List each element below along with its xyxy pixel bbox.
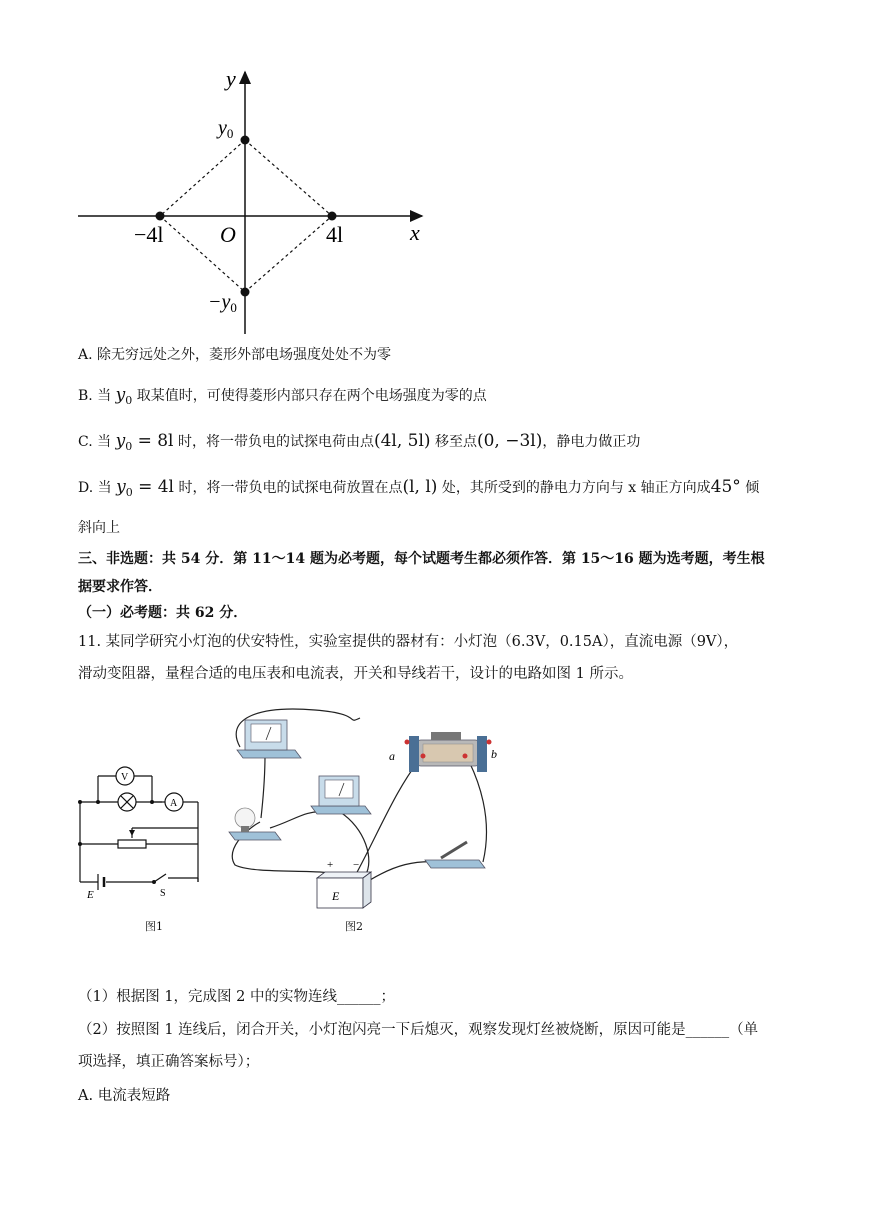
point-y0 [241, 136, 250, 145]
q11-line1: 11. 某同学研究小灯泡的伏安特性，实验室提供的器材有：小灯泡（6.3V，0.15A），直流电源（9V）， [78, 634, 739, 650]
neg-y0-label: $-y_0$ [208, 291, 237, 315]
point-neg-y0 [241, 288, 250, 297]
ammeter [311, 776, 371, 814]
svg-text:V: V [121, 772, 129, 783]
svg-text:E: E [87, 889, 94, 900]
q11-part1: （1）根据图 1，完成图 2 中的实物连线______； [78, 989, 396, 1005]
svg-text:E: E [332, 889, 340, 903]
fig1-caption: 图1 [145, 920, 163, 933]
svg-text:a: a [389, 749, 395, 763]
switch [425, 842, 485, 868]
circuit-diagram-fig1 [70, 760, 210, 900]
x-axis-label: x [410, 220, 420, 245]
origin-label: O [220, 222, 236, 247]
rhombus-figure [70, 62, 440, 342]
option-a: A. 除无穷远处之外，菱形外部电场强度处处不为零 [78, 347, 392, 363]
q11-part2-line2: 项选择，填正确答案标号）； [78, 1054, 260, 1070]
section3-heading: 三、非选题：共 54 分．第 11～14 题为必考题，每个试题考生都必须作答．第 15～16 题为选考题，考生根 [78, 551, 765, 567]
voltmeter-top [237, 720, 301, 758]
q11-line2: 滑动变阻器，量程合适的电压表和电流表，开关和导线若干，设计的电路如图 1 所示。 [78, 666, 633, 682]
svg-text:b: b [491, 747, 497, 761]
q11-part2-line1: （2）按照图 1 连线后，闭合开关，小灯泡闪亮一下后熄灭，观察发现灯丝被烧断，原因可能是______（单 [78, 1022, 759, 1038]
section3-heading-line2: 据要求作答． [78, 579, 162, 595]
bulb [229, 808, 281, 840]
option-b: B. 当 $y_0$ 取某值时，可使得菱形内部只存在两个电场强度为零的点 [78, 385, 487, 407]
option-d: D. 当 $y_0 = 4l$ 时，将一带负电的试探电荷放置在点(l, l) 处，其所受到的静电力方向与 x 轴正方向成45° 倾 [78, 477, 760, 499]
point-neg4l [156, 212, 165, 221]
y0-label: $y_0$ [218, 117, 234, 141]
svg-text:+: + [327, 859, 334, 871]
battery [317, 872, 371, 908]
section3-subheading: （一）必考题：共 62 分． [78, 605, 248, 621]
svg-text:−: − [353, 859, 360, 871]
point-4l [328, 212, 337, 221]
pos4l-label: 4l [326, 222, 344, 247]
apparatus-fig2 [215, 700, 515, 912]
option-d-line2: 斜向上 [78, 520, 120, 536]
svg-text:A: A [170, 798, 178, 809]
svg-text:S: S [160, 888, 166, 899]
y-axis-label: y [226, 66, 236, 91]
rheostat [405, 732, 492, 772]
option-c: C. 当 $y_0 = 8l$ 时，将一带负电的试探电荷由点(4l, 5l) 移至点(0, −3l)，静电力做正功 [78, 431, 641, 453]
q11-choice-a: A. 电流表短路 [78, 1088, 171, 1104]
neg4l-label: −4l [134, 222, 164, 247]
fig2-caption: 图2 [345, 920, 363, 933]
